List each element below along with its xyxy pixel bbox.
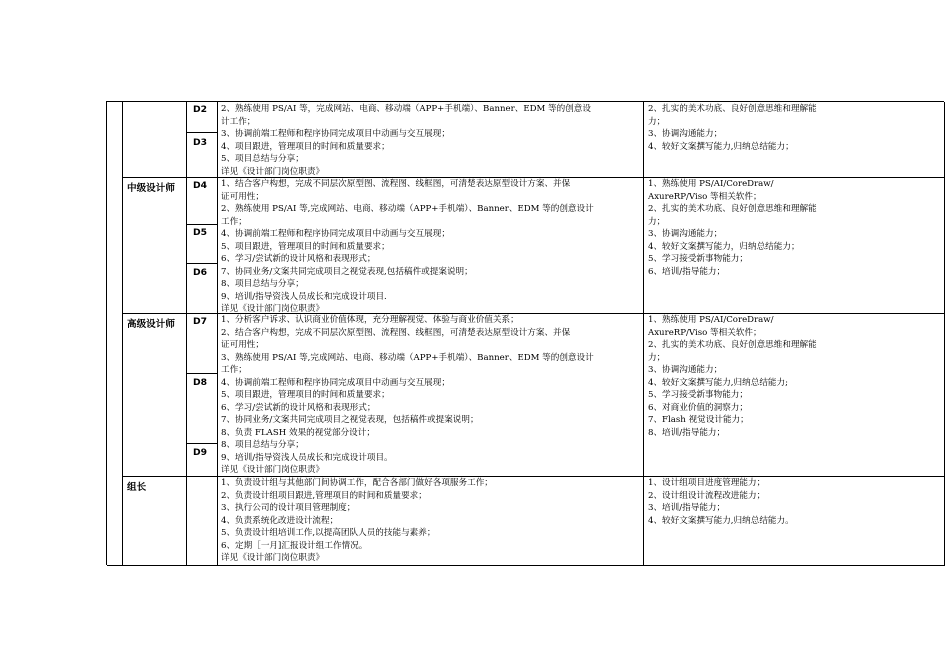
ability-line: 力； <box>648 352 666 363</box>
duty-line: 9、培训/指导资浅人员成长和完成设计项目. <box>221 291 387 302</box>
ability-line: 4、较好文案撰写能力,归纳总结能力; <box>648 377 789 388</box>
duty-line: 3、熟练使用 PS/AI 等,完成网站、电商、移动端（APP+手机端）、Banner、EDM 等的创意设计 <box>221 352 594 363</box>
ability-line: 6、对商业价值的洞察力； <box>648 402 748 413</box>
duty-line: 2、结合客户构想，完成不同层次原型图、流程图、线框图，可清楚表达原型设计方案、并保 <box>221 327 571 338</box>
table-rule <box>186 263 217 264</box>
duty-line: 4、协调前端工程师和程序协同完成项目中动画与交互展现； <box>221 377 450 388</box>
duty-line: 2、熟练使用 PS/AI 等,完成网站、电商、移动端（APP+手机端）、Banner、EDM 等的创意设计 <box>221 204 594 214</box>
duty-line: 5、负责设计组培训工作,以提高团队人员的技能与素养； <box>221 528 436 538</box>
level-label: D4 <box>193 180 208 191</box>
duty-line: 详见《设计部门岗位职责》 <box>221 304 325 314</box>
abilities-cell <box>648 314 817 439</box>
duty-line: 工作； <box>221 365 247 375</box>
duty-line: 5、项目总结与分享； <box>221 154 304 164</box>
ability-line: 5、学习接受新事物能力； <box>648 390 748 400</box>
duty-line: 1、分析客户诉求、认识商业价值体现，充分理解视觉、体验与商业价值关系； <box>221 315 519 325</box>
ability-line: 3、协调沟通能力； <box>648 129 723 139</box>
level-label: D8 <box>193 377 208 388</box>
ability-line: 3、培训/指导能力； <box>648 503 726 513</box>
ability-line: 6、培训/指导能力； <box>648 266 726 277</box>
ability-line: 2、设计组设计流程改进能力； <box>648 490 766 501</box>
abilities-cell <box>648 103 817 153</box>
duty-line: 详见《设计部门岗位职责》 <box>221 553 325 563</box>
duty-line: 6、定期［一月]汇报设计组工作情况。 <box>221 540 368 551</box>
duty-line: 证可用性； <box>221 340 264 350</box>
level-label: D6 <box>193 267 208 278</box>
duty-line: 8、项目总结与分享； <box>221 440 304 450</box>
ability-line: 7、Flash 视觉设计能力； <box>648 415 749 425</box>
duty-line: 8、负责 FLASH 效果的视觉部分设计； <box>221 427 375 438</box>
duty-line: 工作； <box>221 216 247 227</box>
duties-cell <box>221 477 493 565</box>
level-label: D2 <box>193 104 208 115</box>
duties-cell <box>221 314 594 477</box>
duty-line: 4、项目跟进，管理项目的时间和质量要求； <box>221 141 390 152</box>
role-label: 高级设计师 <box>127 319 175 330</box>
ability-line: 4、较好文案撰写能力,归纳总结能力。 <box>648 515 794 526</box>
duty-line: 7、协同业务/文案共同完成项目之视觉表现,包括稿件或提案说明； <box>221 266 473 277</box>
duty-line: 详见《设计部门岗位职责》 <box>221 465 325 475</box>
ability-line: AxureRP/Viso 等相关软件； <box>648 191 762 202</box>
table-rule <box>186 132 217 133</box>
level-label: D5 <box>193 227 208 238</box>
duty-line: 详见《设计部门岗位职责》 <box>221 166 325 177</box>
ability-line: 1、熟练使用 PS/AI/CoreDraw/ <box>648 315 774 325</box>
duty-line: 2、负责设计组项目跟进,管理项目的时间和质量要求； <box>221 490 427 501</box>
role-label: 中级设计师 <box>127 183 175 194</box>
duty-line: 3、执行公司的设计项目管理制度； <box>221 503 356 513</box>
duty-line: 7、协同业务/文案共同完成项目之视觉表现，包括稿件或提案说明； <box>221 415 479 425</box>
duty-line: 1、负责设计组与其他部门间协调工作，配合各部门做好各项服务工作； <box>221 478 493 488</box>
table-rule <box>643 102 644 565</box>
abilities-cell <box>648 477 794 527</box>
duties-cell <box>221 178 594 316</box>
table-rule <box>186 443 217 444</box>
table-rule <box>107 565 945 566</box>
ability-line: 3、协调沟通能力； <box>648 229 723 239</box>
level-label: D7 <box>193 316 208 327</box>
ability-line: 8、培训/指导能力； <box>648 427 726 438</box>
ability-line: 1、设计组项目进度管理能力； <box>648 478 766 488</box>
level-label: D3 <box>193 137 208 148</box>
ability-line: 3、协调沟通能力； <box>648 365 723 375</box>
ability-line: 4、较好文案撰写能力,归纳总结能力； <box>648 141 794 152</box>
duty-line: 5、项目跟进，管理项目的时间和质量要求； <box>221 390 390 400</box>
level-label: D9 <box>193 447 208 458</box>
duty-line: 2、熟练使用 PS/AI 等，完成网站、电商、移动端（APP+手机端）、Banner、EDM 等的创意设 <box>221 104 591 114</box>
ability-line: 1、熟练使用 PS/AI/CoreDraw/ <box>648 179 774 189</box>
ability-line: AxureRP/Viso 等相关软件； <box>648 327 762 338</box>
duty-line: 8、项目总结与分享； <box>221 279 304 289</box>
ability-line: 力； <box>648 116 666 127</box>
job-requirements-table <box>106 101 944 565</box>
duty-line: 6、学习/尝试新的设计风格和表现形式； <box>221 254 376 264</box>
abilities-cell <box>648 178 817 278</box>
duty-line: 5、项目跟进，管理项目的时间和质量要求； <box>221 241 390 252</box>
duty-line: 4、负责系统化改进设计流程； <box>221 515 339 526</box>
duties-cell <box>221 103 591 178</box>
duty-line: 3、协调前端工程师和程序协同完成项目中动画与交互展现； <box>221 129 450 139</box>
table-rule <box>122 102 123 565</box>
role-label: 组长 <box>127 482 147 493</box>
ability-line: 2、扎实的美术功底、良好创意思维和理解能 <box>648 104 817 114</box>
ability-line: 4、较好文案撰写能力，归纳总结能力； <box>648 241 800 252</box>
duty-line: 计工作； <box>221 116 256 127</box>
table-rule <box>217 102 218 565</box>
ability-line: 力； <box>648 216 666 227</box>
table-rule <box>186 102 187 565</box>
table-rule <box>944 102 945 565</box>
duty-line: 证可用性； <box>221 191 264 202</box>
duty-line: 4、协调前端工程师和程序协同完成项目中动画与交互展现； <box>221 229 450 239</box>
duty-line: 6、学习/尝试新的设计风格和表现形式； <box>221 402 376 413</box>
duty-line: 1、结合客户构想，完成不同层次原型图、流程图、线框图，可清楚表达原型设计方案、并保 <box>221 179 571 189</box>
ability-line: 2、扎实的美术功底、良好创意思维和理解能 <box>648 340 817 350</box>
table-rule <box>186 373 217 374</box>
duty-line: 9、培训/指导资浅人员成长和完成设计项目。 <box>221 452 393 463</box>
ability-line: 2、扎实的美术功底、良好创意思维和理解能 <box>648 204 817 214</box>
table-rule <box>186 224 217 225</box>
ability-line: 5、学习接受新事物能力； <box>648 254 748 264</box>
